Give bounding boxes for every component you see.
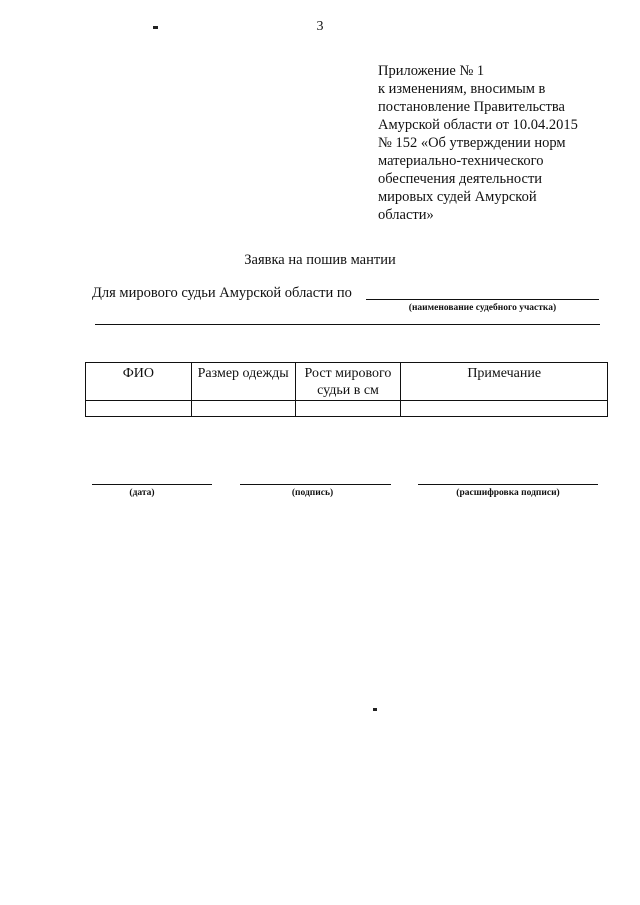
scan-speck: [373, 708, 377, 711]
table-cell-note[interactable]: [401, 401, 608, 417]
court-section-field[interactable]: [366, 299, 599, 300]
annex-line: мировых судей Амурской: [378, 189, 537, 205]
table-cell-size[interactable]: [191, 401, 295, 417]
annex-line: Амурской области от 10.04.2015: [378, 117, 578, 133]
document-title: Заявка на пошив мантии: [244, 252, 396, 268]
column-header-name: ФИО: [86, 363, 192, 401]
signature-caption: (подпись): [291, 488, 334, 498]
table-cell-height[interactable]: [295, 401, 401, 417]
court-section-continuation-field[interactable]: [95, 324, 600, 325]
robe-request-table: [85, 362, 608, 417]
annex-line: № 152 «Об утверждении норм: [378, 135, 566, 151]
signature-decode-field[interactable]: [418, 484, 598, 485]
annex-line: постановление Правительства: [378, 99, 565, 115]
signature-decode-caption: (расшифровка подписи): [456, 488, 560, 498]
annex-line: обеспечения деятельности: [378, 171, 543, 187]
annex-block: [378, 62, 618, 224]
column-header-size: Размер одежды: [191, 363, 295, 401]
annex-line: области»: [378, 207, 434, 223]
page-number: 3: [316, 19, 324, 34]
scan-speck: [153, 26, 158, 29]
date-field[interactable]: [92, 484, 212, 485]
judge-line-prefix: Для мирового судьи Амурской области по: [92, 285, 352, 301]
table-header-row: [86, 363, 608, 401]
column-header-note: Примечание: [401, 363, 608, 401]
annex-line: к изменениям, вносимым в: [378, 81, 546, 97]
annex-line: материально-технического: [378, 153, 544, 169]
annex-line: Приложение № 1: [378, 63, 485, 79]
table-row: [86, 401, 608, 417]
date-caption: (дата): [129, 488, 155, 498]
signature-field[interactable]: [240, 484, 391, 485]
table-cell-name[interactable]: [86, 401, 192, 417]
column-header-height: Рост мирового судьи в см: [295, 363, 401, 401]
court-section-caption: (наименование судебного участка): [408, 303, 557, 313]
